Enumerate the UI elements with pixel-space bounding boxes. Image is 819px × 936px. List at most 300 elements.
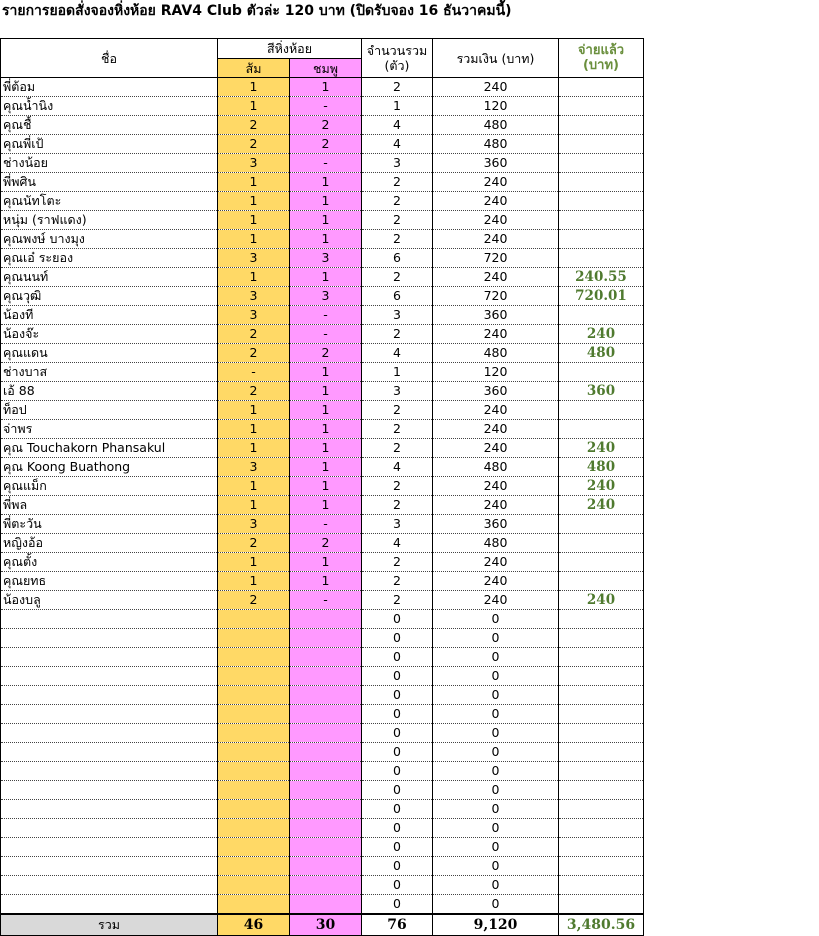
cell-total: 240 [433, 401, 559, 420]
cell-pink: - [290, 515, 362, 534]
cell-qty: 2 [362, 496, 433, 515]
cell-qty: 0 [362, 667, 433, 686]
cell-paid [559, 173, 644, 192]
cell-qty: 4 [362, 135, 433, 154]
cell-total: 240 [433, 591, 559, 610]
cell-total: 240 [433, 268, 559, 287]
cell-paid [559, 572, 644, 591]
cell-name [1, 876, 218, 895]
cell-qty: 2 [362, 572, 433, 591]
total-pink: 30 [290, 914, 362, 936]
cell-pink: 1 [290, 572, 362, 591]
cell-paid: 240 [559, 477, 644, 496]
cell-pink: 2 [290, 344, 362, 363]
table-row [1, 439, 644, 458]
cell-total: 720 [433, 249, 559, 268]
cell-paid [559, 211, 644, 230]
cell-paid [559, 230, 644, 249]
cell-qty: 2 [362, 420, 433, 439]
cell-name: คุณพี่เป้ [1, 135, 218, 154]
cell-qty: 2 [362, 401, 433, 420]
cell-name: คุณนัทโตะ [1, 192, 218, 211]
cell-total: 0 [433, 857, 559, 876]
table-row [1, 534, 644, 553]
table-row [1, 667, 644, 686]
cell-pink: 1 [290, 401, 362, 420]
cell-orange: 1 [218, 97, 290, 116]
cell-pink [290, 667, 362, 686]
table-row [1, 363, 644, 382]
cell-orange: 1 [218, 192, 290, 211]
cell-paid: 240 [559, 496, 644, 515]
order-table [0, 38, 644, 936]
cell-total: 240 [433, 496, 559, 515]
cell-pink: 2 [290, 135, 362, 154]
table-row [1, 230, 644, 249]
cell-name: คุณพงษ์ บางมุง [1, 230, 218, 249]
table-row [1, 306, 644, 325]
table-row [1, 458, 644, 477]
cell-pink [290, 705, 362, 724]
table-row [1, 211, 644, 230]
cell-name: หญิงอ้อ [1, 534, 218, 553]
cell-total: 0 [433, 648, 559, 667]
cell-pink: 1 [290, 192, 362, 211]
cell-name: คุณแม็ก [1, 477, 218, 496]
table-row [1, 800, 644, 819]
cell-paid [559, 553, 644, 572]
cell-total: 0 [433, 819, 559, 838]
cell-pink: 3 [290, 249, 362, 268]
cell-name [1, 743, 218, 762]
cell-qty: 0 [362, 743, 433, 762]
cell-name [1, 800, 218, 819]
cell-total: 240 [433, 477, 559, 496]
cell-paid [559, 781, 644, 800]
sheet-title: รายการยอดสั่งจองหิ่งห้อย RAV4 Club ตัวล่ะ 120 บาท (ปิดรับจอง 16 ธันวาคมนี้) [2, 3, 512, 19]
cell-paid [559, 135, 644, 154]
cell-total: 0 [433, 762, 559, 781]
cell-name [1, 648, 218, 667]
cell-paid [559, 895, 644, 915]
cell-pink: 1 [290, 382, 362, 401]
cell-pink: 1 [290, 173, 362, 192]
cell-pink [290, 648, 362, 667]
cell-paid: 240 [559, 325, 644, 344]
cell-orange [218, 629, 290, 648]
cell-paid [559, 515, 644, 534]
cell-orange [218, 819, 290, 838]
cell-orange: 2 [218, 344, 290, 363]
header-name: ชื่อ [1, 39, 218, 78]
cell-paid: 480 [559, 458, 644, 477]
cell-qty: 3 [362, 306, 433, 325]
cell-qty: 2 [362, 230, 433, 249]
header-pink: ชมพู [290, 59, 362, 78]
cell-orange: 3 [218, 458, 290, 477]
cell-total: 0 [433, 838, 559, 857]
cell-qty: 3 [362, 515, 433, 534]
cell-qty: 4 [362, 534, 433, 553]
cell-orange [218, 705, 290, 724]
cell-total: 480 [433, 534, 559, 553]
cell-orange: 1 [218, 268, 290, 287]
cell-paid [559, 78, 644, 97]
table-row [1, 591, 644, 610]
cell-orange: 2 [218, 135, 290, 154]
cell-name: คุณนนท์ [1, 268, 218, 287]
cell-total: 0 [433, 629, 559, 648]
table-row [1, 838, 644, 857]
header-paid-label: จ่ายแล้ว [577, 43, 625, 58]
cell-orange: 3 [218, 287, 290, 306]
cell-name [1, 667, 218, 686]
cell-total: 240 [433, 420, 559, 439]
cell-paid [559, 306, 644, 325]
table-row [1, 743, 644, 762]
cell-qty: 3 [362, 382, 433, 401]
cell-orange: 1 [218, 477, 290, 496]
cell-paid: 240 [559, 591, 644, 610]
cell-total: 0 [433, 686, 559, 705]
header-qty-unit: (ตัว) [384, 58, 410, 73]
cell-orange: 1 [218, 553, 290, 572]
cell-name: ท็อป [1, 401, 218, 420]
cell-pink [290, 781, 362, 800]
cell-name [1, 838, 218, 857]
cell-orange [218, 648, 290, 667]
total-row [1, 914, 644, 936]
cell-paid [559, 116, 644, 135]
cell-qty: 0 [362, 800, 433, 819]
cell-qty: 1 [362, 363, 433, 382]
cell-total: 240 [433, 78, 559, 97]
cell-orange: 1 [218, 572, 290, 591]
cell-total: 240 [433, 553, 559, 572]
cell-paid: 360 [559, 382, 644, 401]
cell-name [1, 819, 218, 838]
cell-paid: 240 [559, 439, 644, 458]
header-total: รวมเงิน (บาท) [433, 39, 559, 78]
cell-pink: - [290, 306, 362, 325]
table-row [1, 192, 644, 211]
cell-total: 240 [433, 192, 559, 211]
cell-name: คุณแดน [1, 344, 218, 363]
cell-orange: 3 [218, 515, 290, 534]
cell-name: คุณวุฒิ [1, 287, 218, 306]
cell-paid [559, 97, 644, 116]
table-row [1, 287, 644, 306]
cell-orange [218, 857, 290, 876]
cell-orange [218, 838, 290, 857]
table-row [1, 401, 644, 420]
table-body [1, 78, 644, 915]
cell-name [1, 705, 218, 724]
cell-total: 120 [433, 97, 559, 116]
cell-orange [218, 876, 290, 895]
cell-name: คุณชื้ [1, 116, 218, 135]
cell-total: 0 [433, 800, 559, 819]
table-row [1, 895, 644, 915]
cell-qty: 0 [362, 686, 433, 705]
cell-total: 0 [433, 876, 559, 895]
cell-total: 360 [433, 154, 559, 173]
total-label: รวม [1, 914, 218, 936]
table-row [1, 610, 644, 629]
cell-paid [559, 667, 644, 686]
cell-orange: 1 [218, 439, 290, 458]
cell-orange: 1 [218, 401, 290, 420]
cell-total: 240 [433, 211, 559, 230]
cell-total: 480 [433, 458, 559, 477]
cell-pink: 1 [290, 477, 362, 496]
table-row [1, 515, 644, 534]
cell-total: 0 [433, 667, 559, 686]
cell-qty: 0 [362, 781, 433, 800]
cell-orange: 1 [218, 173, 290, 192]
cell-paid [559, 154, 644, 173]
cell-name: ช่างบาส [1, 363, 218, 382]
table-row [1, 154, 644, 173]
cell-paid [559, 838, 644, 857]
table-row [1, 857, 644, 876]
cell-name: เอ้ 88 [1, 382, 218, 401]
cell-paid [559, 629, 644, 648]
cell-orange: 1 [218, 211, 290, 230]
cell-pink: 2 [290, 534, 362, 553]
table-row [1, 249, 644, 268]
table-row [1, 553, 644, 572]
cell-name: คุณ Touchakorn Phansakul [1, 439, 218, 458]
cell-pink [290, 724, 362, 743]
header-color-group: สีหิ่งห้อย [218, 39, 362, 59]
cell-qty: 0 [362, 857, 433, 876]
cell-qty: 0 [362, 876, 433, 895]
cell-qty: 4 [362, 116, 433, 135]
cell-total: 480 [433, 135, 559, 154]
table-row [1, 325, 644, 344]
cell-name [1, 686, 218, 705]
cell-name: คุณยทธ [1, 572, 218, 591]
cell-qty: 4 [362, 458, 433, 477]
cell-pink: - [290, 591, 362, 610]
table-row [1, 173, 644, 192]
cell-pink: 1 [290, 458, 362, 477]
cell-orange [218, 895, 290, 915]
cell-qty: 2 [362, 211, 433, 230]
cell-qty: 0 [362, 610, 433, 629]
cell-orange [218, 743, 290, 762]
table-row [1, 97, 644, 116]
table-row [1, 819, 644, 838]
cell-total: 360 [433, 382, 559, 401]
table-row [1, 116, 644, 135]
cell-orange: 2 [218, 382, 290, 401]
cell-pink: 2 [290, 116, 362, 135]
table-row [1, 496, 644, 515]
cell-orange [218, 610, 290, 629]
cell-pink [290, 895, 362, 915]
cell-pink: 1 [290, 230, 362, 249]
cell-paid [559, 762, 644, 781]
table-row [1, 382, 644, 401]
table-row [1, 876, 644, 895]
cell-qty: 2 [362, 268, 433, 287]
cell-qty: 2 [362, 553, 433, 572]
cell-orange: 1 [218, 420, 290, 439]
cell-paid: 240.55 [559, 268, 644, 287]
cell-qty: 6 [362, 249, 433, 268]
cell-paid [559, 876, 644, 895]
cell-name: คุณน้ำนิง [1, 97, 218, 116]
cell-orange [218, 800, 290, 819]
table-row [1, 344, 644, 363]
cell-name: คุณ Koong Buathong [1, 458, 218, 477]
cell-pink [290, 876, 362, 895]
cell-name: น้องจ๊ะ [1, 325, 218, 344]
cell-qty: 2 [362, 439, 433, 458]
cell-orange: 3 [218, 154, 290, 173]
cell-paid [559, 686, 644, 705]
cell-pink [290, 819, 362, 838]
cell-total: 120 [433, 363, 559, 382]
table-row [1, 420, 644, 439]
cell-orange [218, 762, 290, 781]
cell-name [1, 857, 218, 876]
cell-total: 0 [433, 743, 559, 762]
cell-paid [559, 857, 644, 876]
cell-orange: 2 [218, 591, 290, 610]
cell-name: น้องที [1, 306, 218, 325]
cell-orange [218, 667, 290, 686]
cell-paid [559, 705, 644, 724]
cell-orange [218, 724, 290, 743]
cell-total: 240 [433, 230, 559, 249]
cell-total: 0 [433, 895, 559, 915]
table-row [1, 686, 644, 705]
cell-qty: 2 [362, 591, 433, 610]
table-row [1, 477, 644, 496]
cell-total: 0 [433, 724, 559, 743]
cell-pink: 1 [290, 420, 362, 439]
cell-pink [290, 838, 362, 857]
cell-total: 0 [433, 610, 559, 629]
cell-pink [290, 800, 362, 819]
cell-paid [559, 819, 644, 838]
cell-total: 240 [433, 325, 559, 344]
cell-name: พี่ต้อม [1, 78, 218, 97]
cell-pink [290, 857, 362, 876]
cell-pink: - [290, 154, 362, 173]
cell-total: 480 [433, 344, 559, 363]
cell-pink: 1 [290, 363, 362, 382]
cell-paid [559, 724, 644, 743]
cell-total: 240 [433, 439, 559, 458]
cell-qty: 0 [362, 762, 433, 781]
cell-name [1, 629, 218, 648]
cell-name: พี่ตะวัน [1, 515, 218, 534]
cell-qty: 3 [362, 154, 433, 173]
cell-name [1, 762, 218, 781]
cell-name [1, 895, 218, 915]
cell-pink: - [290, 325, 362, 344]
table-row [1, 724, 644, 743]
cell-paid [559, 420, 644, 439]
cell-orange: 1 [218, 230, 290, 249]
cell-total: 240 [433, 173, 559, 192]
cell-pink: 1 [290, 268, 362, 287]
cell-qty: 4 [362, 344, 433, 363]
cell-total: 720 [433, 287, 559, 306]
cell-total: 360 [433, 306, 559, 325]
cell-paid [559, 249, 644, 268]
cell-total: 360 [433, 515, 559, 534]
table-row [1, 705, 644, 724]
cell-paid [559, 800, 644, 819]
total-qty: 76 [362, 914, 433, 936]
total-paid: 3,480.56 [559, 914, 644, 936]
cell-paid [559, 648, 644, 667]
cell-total: 0 [433, 705, 559, 724]
cell-qty: 2 [362, 78, 433, 97]
cell-orange: 2 [218, 325, 290, 344]
cell-pink [290, 629, 362, 648]
cell-qty: 2 [362, 477, 433, 496]
cell-orange: 2 [218, 116, 290, 135]
total-orange: 46 [218, 914, 290, 936]
header-qty [362, 39, 433, 78]
header-orange: ส้ม [218, 59, 290, 78]
cell-pink [290, 686, 362, 705]
cell-pink: 3 [290, 287, 362, 306]
cell-orange: 3 [218, 306, 290, 325]
cell-orange: 3 [218, 249, 290, 268]
cell-name [1, 781, 218, 800]
cell-pink: 1 [290, 78, 362, 97]
cell-qty: 0 [362, 648, 433, 667]
cell-paid [559, 534, 644, 553]
cell-qty: 1 [362, 97, 433, 116]
cell-pink [290, 743, 362, 762]
cell-orange: 2 [218, 534, 290, 553]
table-row [1, 78, 644, 97]
cell-qty: 0 [362, 819, 433, 838]
cell-pink: 1 [290, 211, 362, 230]
cell-paid: 480 [559, 344, 644, 363]
cell-pink: 1 [290, 439, 362, 458]
cell-pink [290, 610, 362, 629]
header-paid-unit: (บาท) [582, 58, 619, 73]
cell-pink: 1 [290, 496, 362, 515]
cell-qty: 6 [362, 287, 433, 306]
cell-name [1, 610, 218, 629]
cell-paid [559, 610, 644, 629]
table-row [1, 135, 644, 154]
cell-qty: 2 [362, 173, 433, 192]
table-row [1, 268, 644, 287]
cell-name: พี่พล [1, 496, 218, 515]
table-row [1, 629, 644, 648]
cell-orange: 1 [218, 496, 290, 515]
cell-paid [559, 363, 644, 382]
cell-total: 480 [433, 116, 559, 135]
cell-pink: - [290, 97, 362, 116]
cell-name [1, 724, 218, 743]
cell-qty: 0 [362, 705, 433, 724]
cell-total: 0 [433, 781, 559, 800]
cell-qty: 0 [362, 838, 433, 857]
cell-qty: 0 [362, 629, 433, 648]
